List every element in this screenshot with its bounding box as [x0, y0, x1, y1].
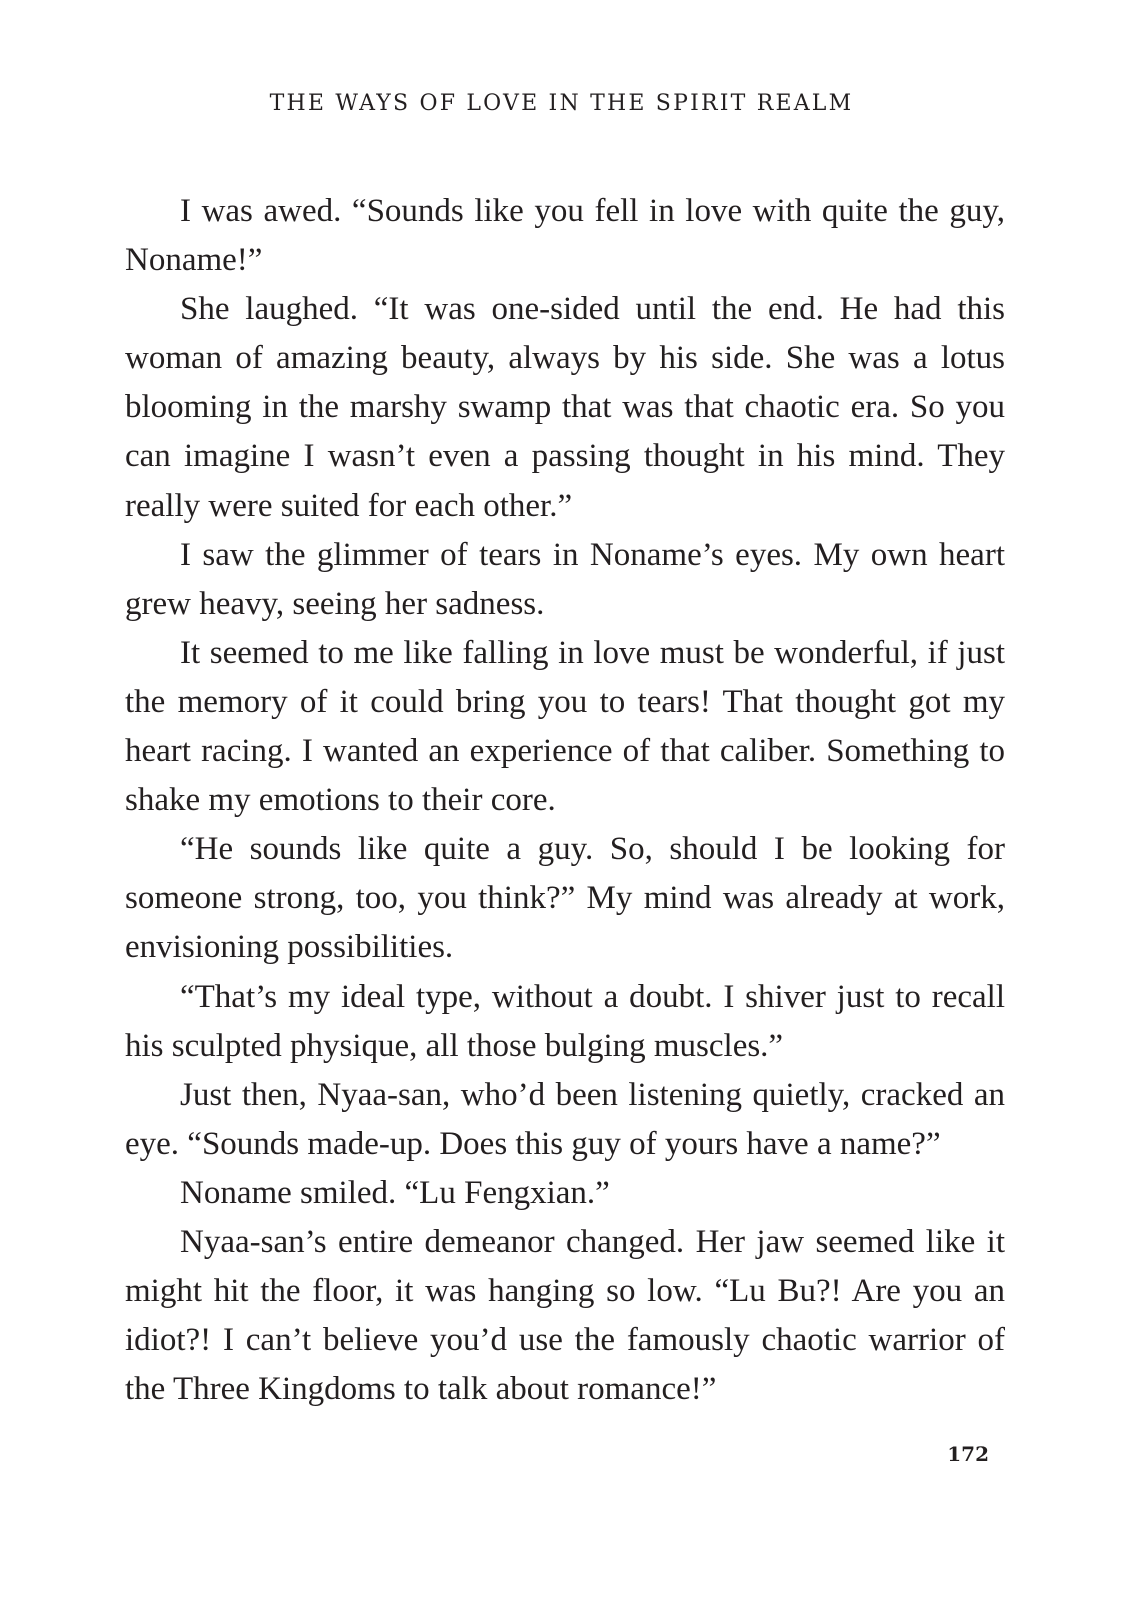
page-number: 172 [947, 1442, 989, 1466]
paragraph: “He sounds like quite a guy. So, should I be looking for someone strong, too, you think?” My mind was already at work, envisioning possibilities. [125, 831, 1005, 966]
paragraph: She laughed. “It was one-sided until the end. He had this woman of amazing beauty, always by his side. She was a lotus blooming in the marshy swamp that was that chaotic era. So you can imagine I wasn’t even a passing thought in his mind. They really were suited for each other.” [125, 291, 1005, 524]
paragraph: Nyaa-san’s entire demeanor changed. Her jaw seemed like it might hit the floor, it was hanging so low. “Lu Bu?! Are you an idiot?! I can’t believe you’d use the famously chaotic warrior of the Three Kingdoms to talk about romance!” [125, 1223, 1005, 1408]
running-head: THE WAYS OF LOVE IN THE SPIRIT REALM [269, 91, 854, 116]
paragraph: Noname smiled. “Lu Fengxian.” [180, 1174, 610, 1211]
paragraph: I saw the glimmer of tears in Noname’s eyes. My own heart grew heavy, seeing her sadness. [125, 536, 1005, 622]
paragraph: I was awed. “Sounds like you fell in love with quite the guy, Noname!” [125, 193, 1005, 279]
paragraph: It seemed to me like falling in love must be wonderful, if just the memory of it could bring you to tears! That thought got my heart racing. I wanted an experience of that caliber. Something to shake my emotions to their core. [125, 634, 1005, 819]
body-text [125, 187, 1005, 1414]
paragraph: Just then, Nyaa-san, who’d been listening quietly, cracked an eye. “Sounds made-up. Does this guy of yours have a name?” [125, 1076, 1005, 1162]
paragraph: “That’s my ideal type, without a doubt. I shiver just to recall his sculpted physique, all those bulging muscles.” [125, 978, 1005, 1064]
